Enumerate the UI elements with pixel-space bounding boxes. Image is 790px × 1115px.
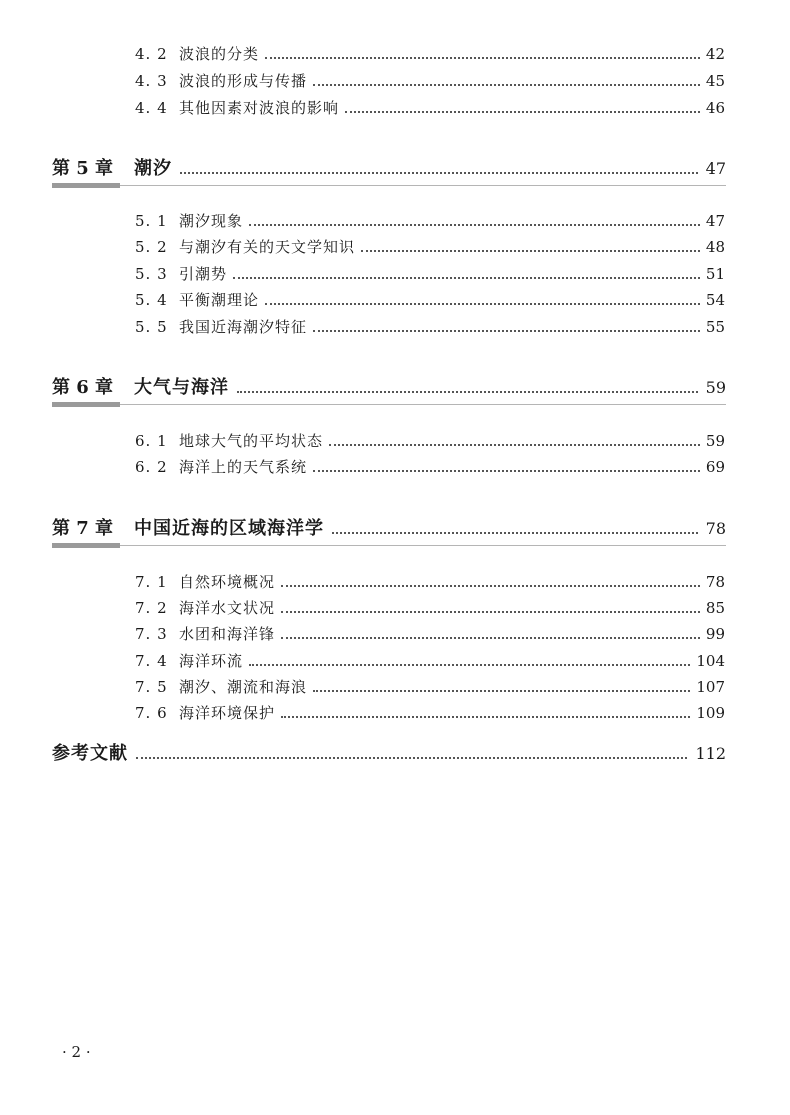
dot-leader — [249, 663, 690, 666]
dot-leader — [329, 443, 700, 446]
section-title: 海洋水文状况 — [179, 599, 276, 617]
footer-page-number: · 2 · — [62, 1043, 91, 1061]
section-number: 5. 3 — [135, 265, 168, 283]
dot-leader — [265, 56, 700, 59]
section-title: 地球大气的平均状态 — [179, 432, 324, 450]
toc-entry-4-2[interactable] — [135, 42, 725, 64]
dot-leader — [249, 223, 700, 226]
section-title: 自然环境概况 — [179, 573, 276, 591]
page-number: 48 — [705, 238, 725, 256]
section-number: 7. 2 — [135, 599, 168, 617]
section-title: 我国近海潮汐特征 — [179, 318, 308, 336]
toc-entry-5-2[interactable] — [135, 235, 725, 257]
dot-leader — [313, 689, 690, 692]
references-page-number: 112 — [695, 744, 726, 763]
toc-entry-7-1[interactable] — [135, 570, 725, 592]
toc-entry-6-1[interactable] — [135, 429, 725, 451]
dot-leader — [345, 110, 700, 113]
section-title: 平衡潮理论 — [179, 291, 260, 309]
section-title: 海洋上的天气系统 — [179, 458, 308, 476]
page-number: 109 — [696, 704, 725, 722]
toc-entry-7-6[interactable] — [135, 701, 725, 723]
chapter-label: 第 6 章 — [52, 377, 114, 398]
dot-leader — [281, 715, 690, 718]
chapter-title: 大气与海洋 — [134, 377, 229, 398]
section-number: 7. 3 — [135, 625, 168, 643]
toc-entry-7-2[interactable] — [135, 596, 725, 618]
dot-leader — [281, 636, 700, 639]
toc-entry-6-2[interactable] — [135, 455, 725, 477]
chapter-accent-bar — [52, 402, 120, 407]
section-title: 其他因素对波浪的影响 — [179, 99, 340, 117]
chapter-label: 第 5 章 — [52, 158, 114, 179]
dot-leader — [332, 531, 698, 534]
references-title: 参考文献 — [52, 743, 128, 764]
section-number: 4. 4 — [135, 99, 168, 117]
chapter-accent-bar — [52, 543, 120, 548]
section-title: 海洋环流 — [179, 652, 244, 670]
page-number: 78 — [705, 573, 725, 591]
page-number: 59 — [705, 432, 725, 450]
toc-entry-4-4[interactable] — [135, 96, 725, 118]
chapter-heading-7[interactable] — [52, 513, 726, 546]
section-number: 7. 4 — [135, 652, 168, 670]
page-number: 54 — [705, 291, 725, 309]
dot-leader — [313, 83, 700, 86]
page-number: 69 — [705, 458, 725, 476]
section-number: 5. 4 — [135, 291, 168, 309]
dot-leader — [313, 329, 700, 332]
page-number: 46 — [705, 99, 725, 117]
references-heading[interactable] — [52, 738, 726, 766]
chapter-page-number: 47 — [705, 159, 726, 178]
page-number: 42 — [705, 45, 725, 63]
toc-entry-7-3[interactable] — [135, 622, 725, 644]
section-number: 4. 3 — [135, 72, 168, 90]
section-number: 6. 2 — [135, 458, 168, 476]
dot-leader — [281, 610, 700, 613]
chapter-page-number: 78 — [705, 519, 726, 538]
toc-entry-7-4[interactable] — [135, 649, 725, 671]
section-number: 5. 1 — [135, 212, 168, 230]
section-number: 4. 2 — [135, 45, 168, 63]
page-number: 107 — [696, 678, 725, 696]
dot-leader — [180, 171, 698, 174]
section-number: 7. 5 — [135, 678, 168, 696]
section-title: 水团和海洋锋 — [179, 625, 276, 643]
section-title: 潮汐现象 — [179, 212, 244, 230]
section-title: 波浪的形成与传播 — [179, 72, 308, 90]
dot-leader — [136, 756, 687, 759]
section-number: 7. 1 — [135, 573, 168, 591]
chapter-title: 中国近海的区域海洋学 — [134, 518, 324, 539]
toc-entry-5-5[interactable] — [135, 315, 725, 337]
chapter-heading-6[interactable] — [52, 372, 726, 405]
section-number: 7. 6 — [135, 704, 168, 722]
section-title: 波浪的分类 — [179, 45, 260, 63]
chapter-heading-5[interactable] — [52, 153, 726, 186]
dot-leader — [233, 276, 700, 279]
section-number: 6. 1 — [135, 432, 168, 450]
dot-leader — [265, 302, 700, 305]
section-number: 5. 5 — [135, 318, 168, 336]
page-number: 45 — [705, 72, 725, 90]
section-title: 与潮汐有关的天文学知识 — [179, 238, 356, 256]
page-number: 55 — [705, 318, 725, 336]
chapter-label: 第 7 章 — [52, 518, 114, 539]
section-number: 5. 2 — [135, 238, 168, 256]
dot-leader — [237, 390, 698, 393]
dot-leader — [361, 249, 700, 252]
page-number: 51 — [705, 265, 725, 283]
chapter-accent-bar — [52, 183, 120, 188]
section-title: 引潮势 — [179, 265, 228, 283]
page-number: 99 — [705, 625, 725, 643]
toc-entry-7-5[interactable] — [135, 675, 725, 697]
page-number: 85 — [705, 599, 725, 617]
section-title: 潮汐、潮流和海浪 — [179, 678, 308, 696]
toc-entry-5-3[interactable] — [135, 262, 725, 284]
section-title: 海洋环境保护 — [179, 704, 276, 722]
toc-entry-5-4[interactable] — [135, 288, 725, 310]
dot-leader — [313, 469, 700, 472]
page-number: 47 — [705, 212, 725, 230]
dot-leader — [281, 584, 700, 587]
chapter-title: 潮汐 — [134, 158, 172, 179]
page-number: 104 — [696, 652, 725, 670]
toc-entry-4-3[interactable] — [135, 69, 725, 91]
chapter-page-number: 59 — [705, 378, 726, 397]
toc-entry-5-1[interactable] — [135, 209, 725, 231]
